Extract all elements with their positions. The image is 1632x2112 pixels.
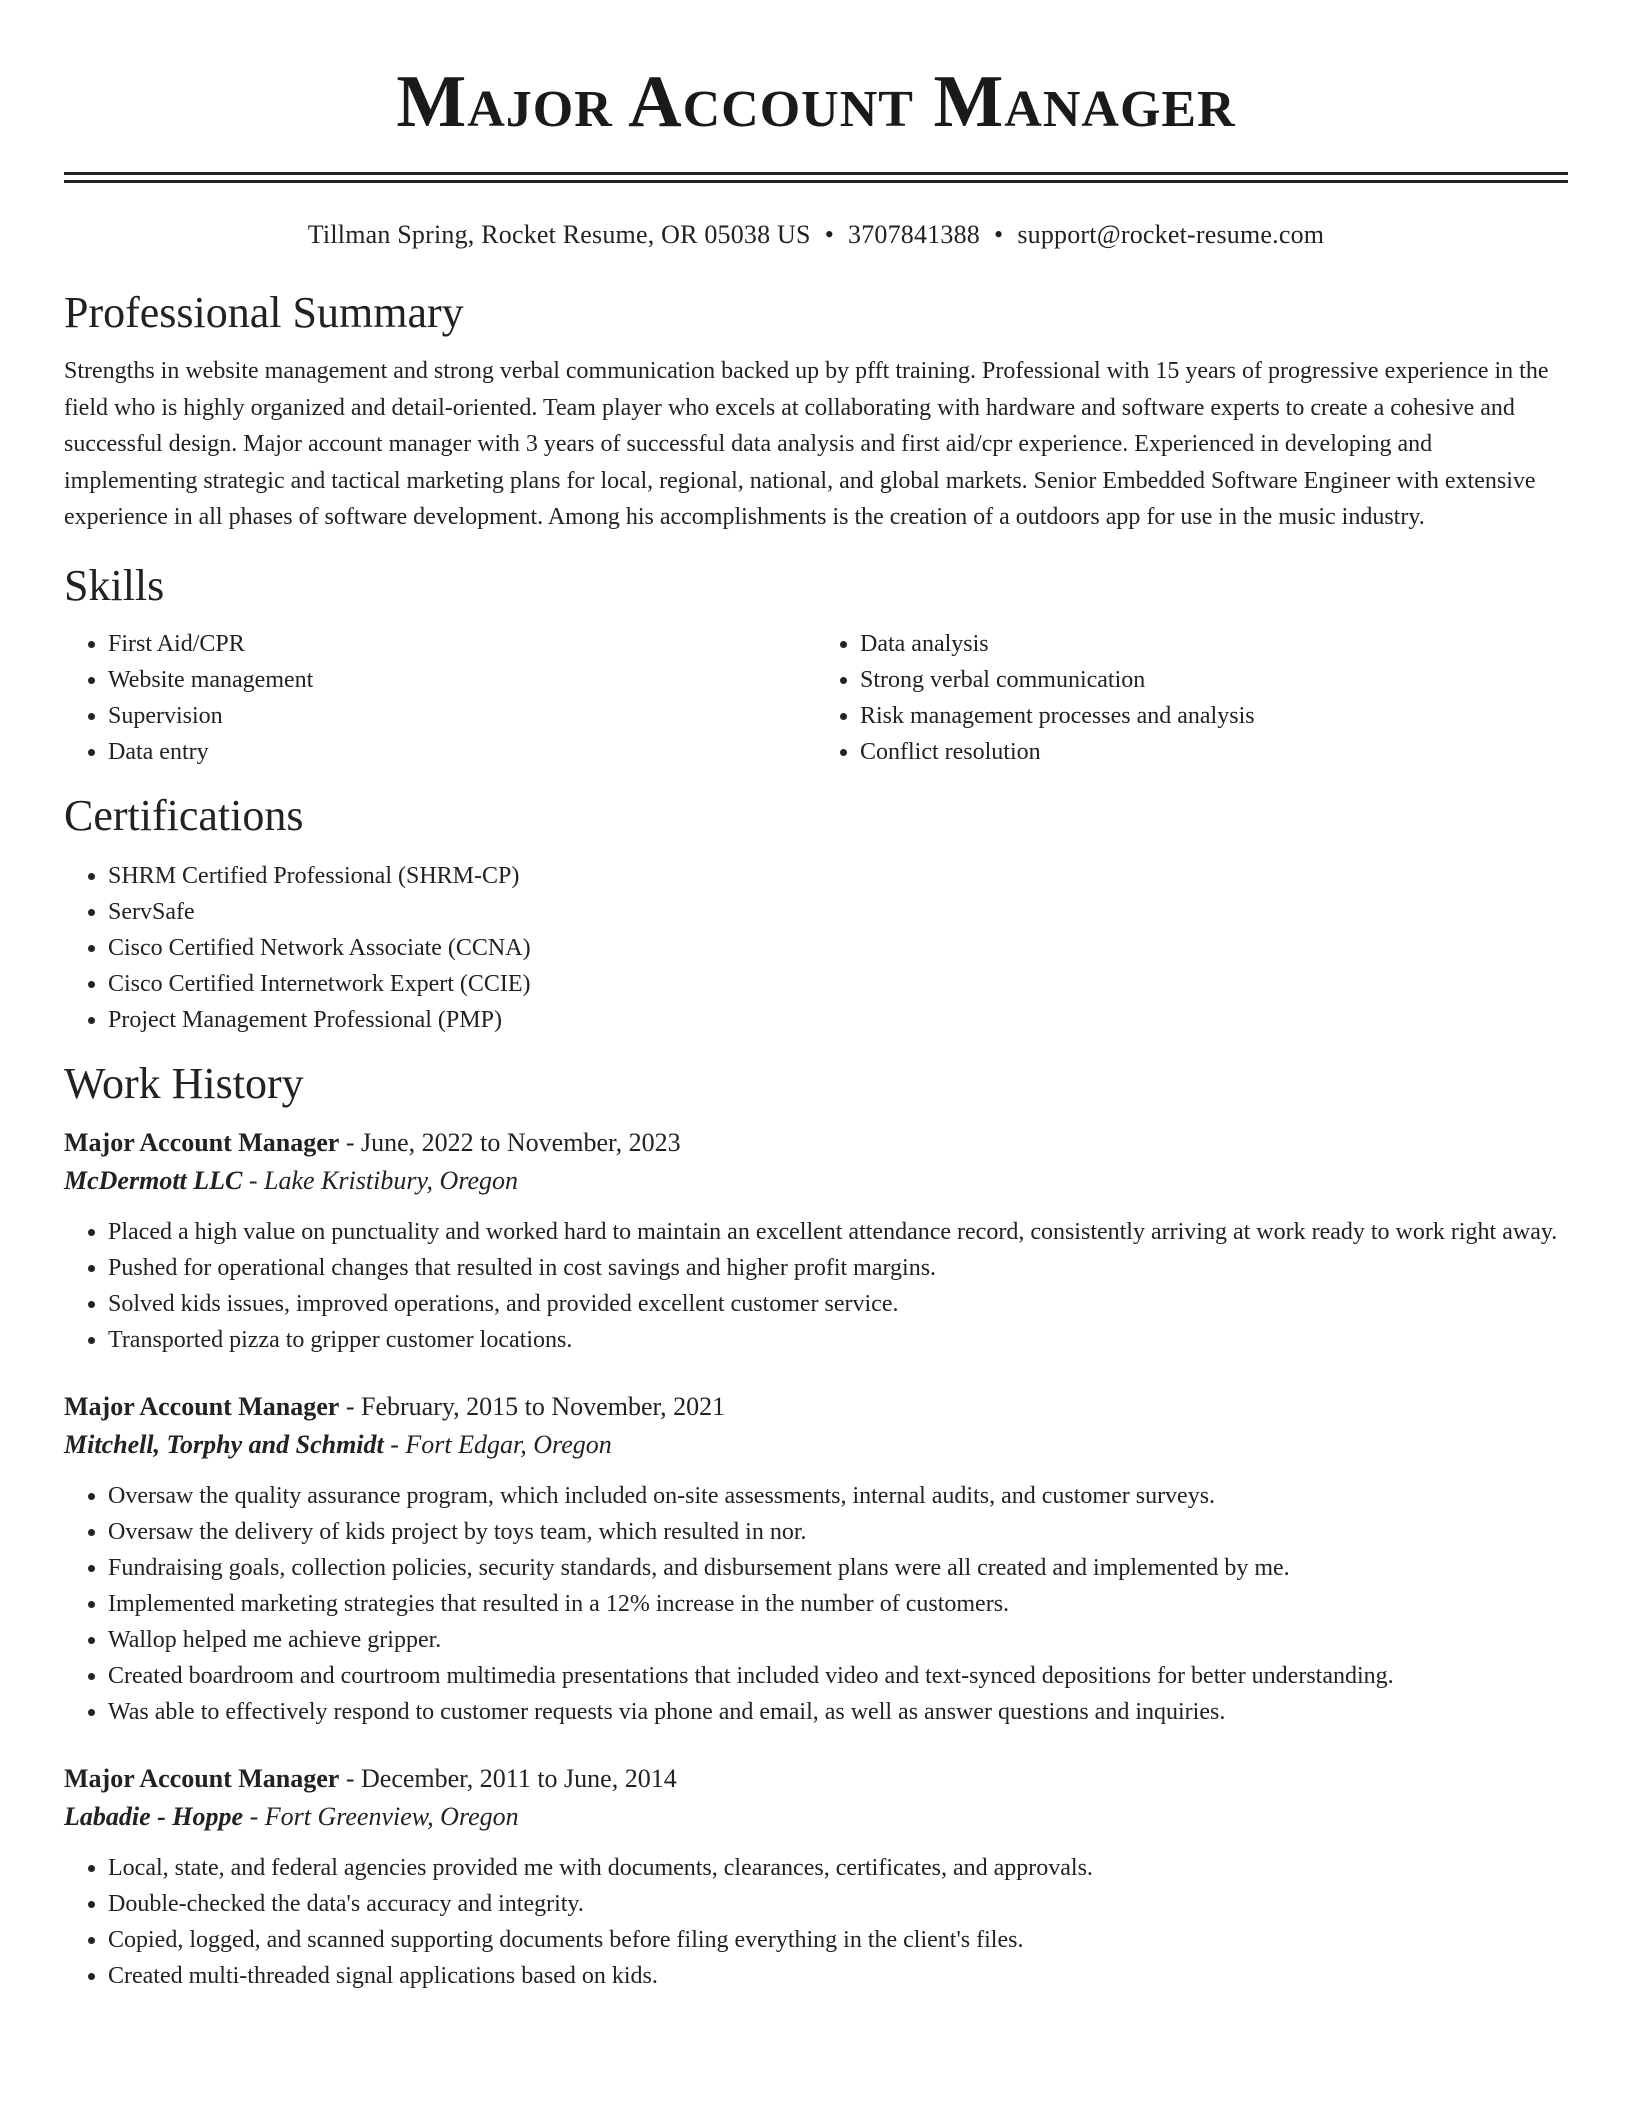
contact-separator: • [994,220,1004,249]
job-bullet: • Was able to effectively respond to customer requests via phone and email, as well as answer questions and inquiries. [108,1694,1568,1730]
job-bullet: • Oversaw the quality assurance program, which included on-site assessments, internal audits, and customer surveys. [108,1478,1568,1514]
job-bullet: • Implemented marketing strategies that resulted in a 12% increase in the number of customers. [108,1586,1568,1622]
job-bullet: • Created boardroom and courtroom multimedia presentations that included video and text-synced depositions for better understanding. [108,1658,1568,1694]
certification-item: • Project Management Professional (PMP) [108,1002,1568,1038]
skill-item: • First Aid/CPR [108,626,816,662]
job-title-line [64,1124,1568,1162]
skill-item: • Strong verbal communication [860,662,1568,698]
job-dates: - December, 2011 to June, 2014 [339,1763,677,1793]
job-title: Major Account Manager [64,1127,340,1157]
job-title-line [64,1760,1568,1798]
job-bullets [64,1850,1568,1994]
job-title-line [64,1388,1568,1426]
job-company: McDermott LLC [64,1165,243,1195]
contact-email[interactable]: support@rocket-resume.com [1017,220,1325,249]
work-history-heading: Work History [64,1058,304,1108]
skill-item: • Risk management processes and analysis [860,698,1568,734]
job-bullet: • Double-checked the data's accuracy and integrity. [108,1886,1568,1922]
job-bullet: • Pushed for operational changes that resulted in cost savings and higher profit margins. [108,1250,1568,1286]
summary-heading: Professional Summary [64,288,464,337]
skill-item: • Data entry [108,734,816,770]
job-bullet: • Fundraising goals, collection policies, security standards, and disbursement plans were all created and implemented by me. [108,1550,1568,1586]
skill-item: • Supervision [108,698,816,734]
certification-item: • ServSafe [108,894,1568,930]
contact-phone[interactable]: 3707841388 [848,220,980,249]
job-bullet: • Copied, logged, and scanned supporting documents before filing everything in the client's files. [108,1922,1568,1958]
skill-item: • Website management [108,662,816,698]
contact-separator: • [824,220,834,249]
job-bullets [64,1214,1568,1358]
summary-text: Strengths in website management and strong verbal communication backed up by pfft training. Professional with 15 years of progressive experience in the field who is highly organized and detail-oriented. Team player who excels at collaborating with hardware and software experts to create a cohesive and successful design. Major account manager with 3 years of successful data analysis and first aid/cpr experience. Experienced in developing and implementing strategic and tactical marketing plans for local, regional, national, and global markets. Senior Embedded Software Engineer with extensive experience in all phases of software development. Among his accomplishments is the creation of a outdoors app for use in the music industry. [64,358,1549,530]
skills-column-right [816,626,1568,770]
job-location: - Fort Edgar, Oregon [383,1429,612,1459]
job-company-line [64,1798,1568,1836]
job-bullet: • Created multi-threaded signal applications based on kids. [108,1958,1568,1994]
job-company-line [64,1162,1568,1200]
job-bullet: • Wallop helped me achieve gripper. [108,1622,1568,1658]
job-entry [64,1124,1568,1358]
job-bullet: • Oversaw the delivery of kids project by toys team, which resulted in nor. [108,1514,1568,1550]
certification-item: • SHRM Certified Professional (SHRM-CP) [108,858,1568,894]
contact-address: Tillman Spring, Rocket Resume, OR 05038 US [307,220,811,249]
job-entry [64,1760,1568,1994]
certifications-heading: Certifications [64,790,304,840]
job-title: Major Account Manager [64,1391,340,1421]
skill-item: • Data analysis [860,626,1568,662]
job-bullet: • Placed a high value on punctuality and worked hard to maintain an excellent attendance record, consistently arriving at work ready to work right away. [108,1214,1568,1250]
skills-column-left [64,626,816,770]
page-title: Major Account Manager [396,61,1236,143]
certifications-list [64,858,1568,1038]
resume-page [64,0,1568,1994]
job-location: - Fort Greenview, Oregon [243,1801,519,1831]
job-location: - Lake Kristibury, Oregon [242,1165,519,1195]
job-bullet: • Transported pizza to gripper customer locations. [108,1322,1568,1358]
job-bullet: • Local, state, and federal agencies provided me with documents, clearances, certificates, and approvals. [108,1850,1568,1886]
certification-item: • Cisco Certified Internetwork Expert (CCIE) [108,966,1568,1002]
job-bullets [64,1478,1568,1730]
job-bullet: • Solved kids issues, improved operations, and provided excellent customer service. [108,1286,1568,1322]
job-title: Major Account Manager [64,1763,340,1793]
title-divider [64,172,1568,183]
skills-heading: Skills [64,560,165,610]
skill-item: • Conflict resolution [860,734,1568,770]
job-company-line [64,1426,1568,1464]
contact-line [64,219,1568,251]
job-entry [64,1388,1568,1730]
job-company: Mitchell, Torphy and Schmidt [64,1429,384,1459]
job-dates: - February, 2015 to November, 2021 [339,1391,726,1421]
job-company: Labadie - Hoppe [64,1801,244,1831]
certification-item: • Cisco Certified Network Associate (CCNA) [108,930,1568,966]
skills-list [64,626,1568,770]
job-dates: - June, 2022 to November, 2023 [339,1127,681,1157]
